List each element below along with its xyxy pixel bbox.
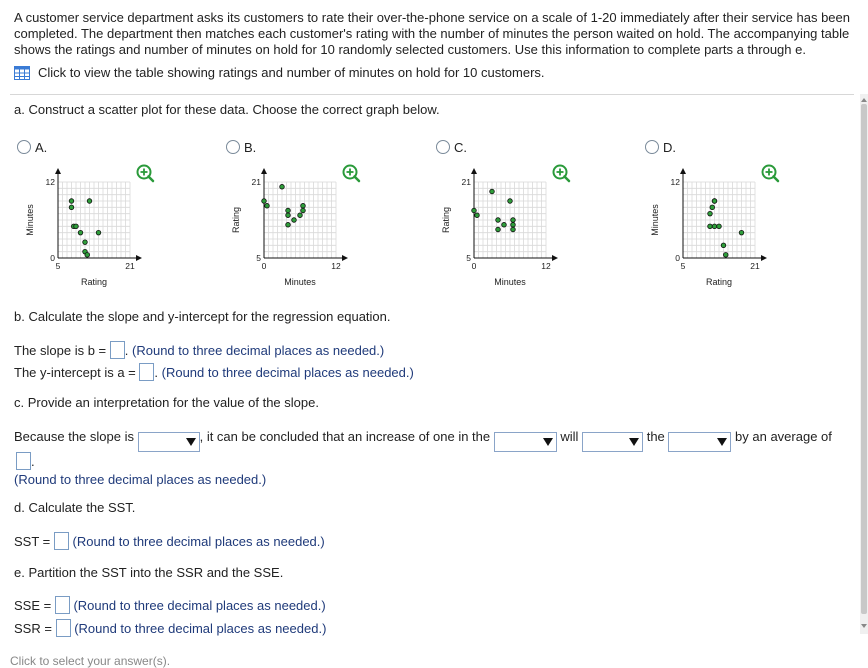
scatter-plot-d[interactable] — [647, 158, 789, 293]
data-point — [69, 205, 74, 210]
x-axis-label: Rating — [705, 277, 733, 287]
data-point — [717, 224, 722, 229]
y-tick-label: 12 — [670, 177, 680, 187]
grid — [683, 182, 755, 258]
data-point — [496, 227, 501, 232]
y-axis-label: Rating — [231, 206, 241, 234]
zoom-handle — [565, 177, 570, 182]
data-point — [96, 230, 101, 235]
data-point — [721, 243, 726, 248]
data-point — [708, 211, 713, 216]
y-tick-label: 21 — [461, 177, 471, 187]
zoom-handle — [774, 177, 779, 182]
data-point — [265, 203, 270, 208]
y-axis-label: Rating — [441, 206, 451, 234]
y-tick-label: 0 — [50, 253, 55, 263]
option-d-radio[interactable] — [645, 140, 659, 154]
interpretation-row: Because the slope is , it can be concluded that an increase of one in the will the by an average of — [14, 429, 832, 452]
data-point — [292, 218, 297, 223]
option-b-radio[interactable] — [226, 140, 240, 154]
y-axis-arrow-icon — [471, 168, 477, 174]
part-e-label: e. Partition the SST into the SSR and the SSE. — [14, 565, 284, 580]
option-c-radio[interactable] — [436, 140, 450, 154]
chevron-down-icon — [717, 438, 727, 446]
y-axis-label: Minutes — [25, 204, 35, 236]
scatter-plot-b[interactable] — [228, 158, 370, 293]
sse-row: SSE = (Round to three decimal places as needed.) — [14, 598, 326, 613]
scatter-plot-c[interactable] — [438, 158, 580, 293]
table-link[interactable] — [14, 65, 545, 80]
data-point — [739, 230, 744, 235]
y-axis-arrow-icon — [680, 168, 686, 174]
data-point — [87, 199, 92, 204]
divider — [10, 94, 854, 95]
data-point — [511, 227, 516, 232]
data-point — [286, 222, 291, 227]
data-point — [280, 184, 285, 189]
option-d[interactable]: D. — [645, 140, 676, 155]
data-point — [83, 240, 88, 245]
data-point — [298, 213, 303, 218]
x-tick-label: 12 — [541, 261, 551, 271]
grid — [264, 182, 336, 258]
scroll-down-icon[interactable] — [860, 622, 868, 630]
y-axis-label: Minutes — [650, 204, 660, 236]
x-axis-label: Rating — [80, 277, 108, 287]
slope-row: The slope is b = . (Round to three decimal places as needed.) — [14, 343, 385, 358]
part-a-label: a. Construct a scatter plot for these data. Choose the correct graph below. — [14, 102, 440, 117]
option-a-radio[interactable] — [17, 140, 31, 154]
x-tick-label: 0 — [471, 261, 477, 271]
intercept-row: The y-intercept is a = . (Round to three decimal places as needed.) — [14, 365, 414, 380]
x-tick-label: 5 — [55, 261, 61, 271]
y-axis-arrow-icon — [55, 168, 61, 174]
data-point — [475, 213, 480, 218]
zoom-handle — [149, 177, 154, 182]
scroll-up-icon[interactable] — [860, 96, 868, 104]
option-b[interactable]: B. — [226, 140, 256, 155]
table-link-text[interactable]: Click to view the table showing ratings and number of minutes on hold for 10 customers. — [38, 65, 545, 80]
x-axis-arrow-icon — [552, 255, 558, 261]
option-c[interactable]: C. — [436, 140, 467, 155]
part-c-label: c. Provide an interpretation for the value of the slope. — [14, 395, 319, 410]
ssr-row: SSR = (Round to three decimal places as needed.) — [14, 621, 327, 636]
round-hint-c: (Round to three decimal places as needed.) — [14, 472, 267, 487]
response-variable-dropdown[interactable] — [668, 432, 731, 452]
problem-intro: A customer service department asks its customers to rate their over-the-phone service on a scale of 1-20 immediately after their service has been completed. The department then matches each customer's rating with the number of minutes the person waited on hold. The accompanying table shows the ratings and number of minutes on hold for 10 randomly selected customers. Use this information to complete parts a through e. — [14, 10, 850, 57]
data-point — [286, 213, 291, 218]
part-b-label: b. Calculate the slope and y-intercept for the regression equation. — [14, 309, 391, 324]
x-axis-label: Minutes — [284, 277, 316, 287]
chevron-down-icon — [186, 438, 196, 446]
sse-input[interactable] — [55, 596, 70, 614]
data-point — [710, 205, 715, 210]
average-input[interactable] — [16, 452, 31, 470]
x-tick-label: 21 — [125, 261, 135, 271]
chevron-down-icon — [543, 438, 553, 446]
zoom-in-icon[interactable] — [554, 166, 570, 182]
slope-input[interactable] — [110, 341, 125, 359]
data-point — [301, 203, 306, 208]
option-a[interactable]: A. — [17, 140, 47, 155]
data-point — [262, 199, 267, 204]
slope-sign-dropdown[interactable] — [138, 432, 200, 452]
data-point — [69, 199, 74, 204]
direction-dropdown[interactable] — [582, 432, 643, 452]
table-icon — [14, 66, 30, 80]
data-point — [708, 224, 713, 229]
data-point — [490, 189, 495, 194]
data-point — [712, 224, 717, 229]
grid — [474, 182, 546, 258]
average-input-row: . — [16, 452, 35, 470]
x-tick-label: 0 — [261, 261, 267, 271]
y-axis-arrow-icon — [261, 168, 267, 174]
x-axis-arrow-icon — [342, 255, 348, 261]
y-tick-label: 21 — [251, 177, 261, 187]
x-axis-label: Minutes — [494, 277, 526, 287]
sst-input[interactable] — [54, 532, 69, 550]
data-point — [85, 253, 90, 258]
x-axis-arrow-icon — [761, 255, 767, 261]
y-tick-label: 0 — [675, 253, 680, 263]
data-point — [712, 199, 717, 204]
intercept-input[interactable] — [139, 363, 154, 381]
zoom-handle — [355, 177, 360, 182]
y-tick-label: 5 — [466, 253, 471, 263]
x-axis-arrow-icon — [136, 255, 142, 261]
zoom-in-icon[interactable] — [763, 166, 779, 182]
x-tick-label: 12 — [331, 261, 341, 271]
data-point — [502, 222, 507, 227]
scatter-plot-a[interactable] — [22, 158, 164, 293]
data-point — [78, 230, 83, 235]
scrollbar-thumb[interactable] — [861, 104, 867, 614]
grid — [58, 182, 130, 258]
zoom-in-icon[interactable] — [344, 166, 360, 182]
zoom-in-icon[interactable] — [138, 166, 154, 182]
data-point — [511, 218, 516, 223]
y-tick-label: 12 — [45, 177, 55, 187]
data-point — [508, 199, 513, 204]
bottom-instruction: Click to select your answer(s). — [10, 654, 171, 668]
data-point — [301, 208, 306, 213]
data-point — [511, 222, 516, 227]
data-point — [286, 208, 291, 213]
part-d-label: d. Calculate the SST. — [14, 500, 136, 515]
data-point — [723, 253, 728, 258]
ssr-input[interactable] — [56, 619, 71, 637]
data-point — [496, 218, 501, 223]
sst-row: SST = (Round to three decimal places as needed.) — [14, 534, 325, 549]
chevron-down-icon — [629, 438, 639, 446]
x-tick-label: 21 — [750, 261, 760, 271]
data-point — [74, 224, 79, 229]
x-tick-label: 5 — [680, 261, 686, 271]
y-tick-label: 5 — [256, 253, 261, 263]
data-point — [472, 208, 477, 213]
variable-dropdown[interactable] — [494, 432, 557, 452]
